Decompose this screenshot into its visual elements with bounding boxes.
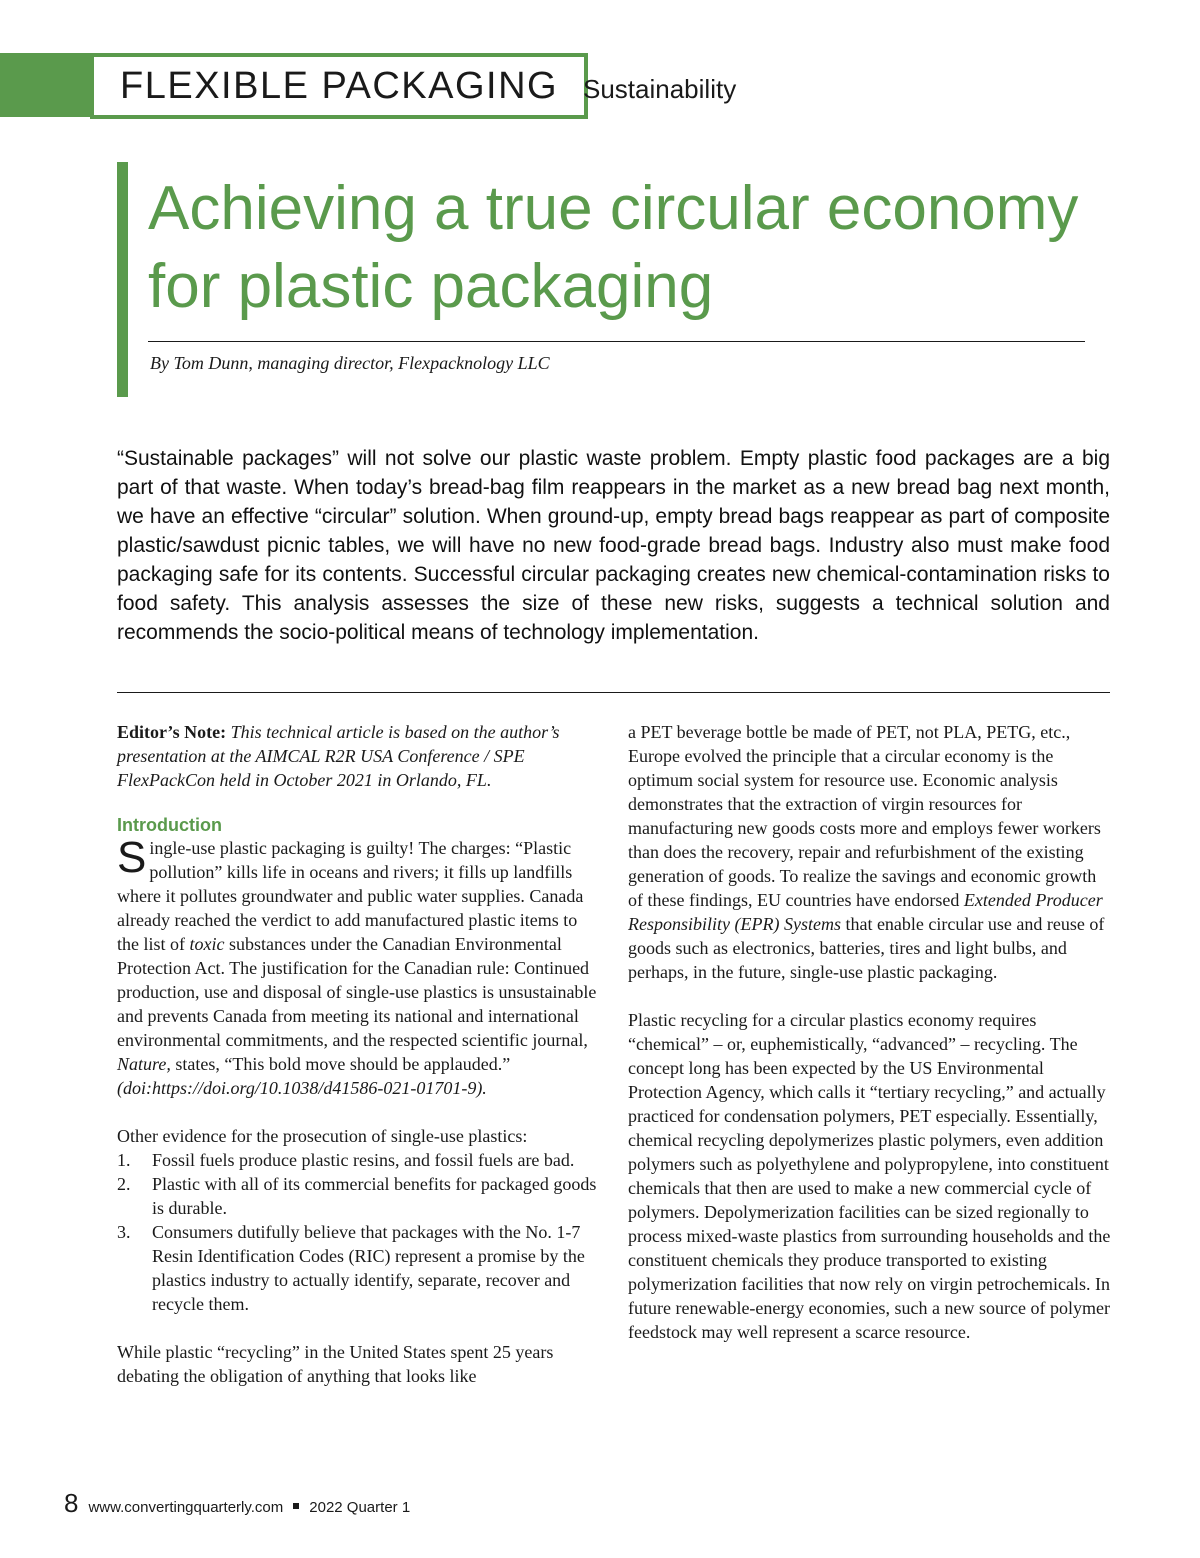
editor-note-label: Editor’s Note: [117, 722, 227, 742]
byline: By Tom Dunn, managing director, Flexpacknology LLC [150, 353, 550, 373]
intro-emphasis-toxic: toxic [189, 934, 225, 954]
lead-divider [117, 692, 1110, 693]
list-item-text: Plastic with all of its commercial benefits for packaged goods is durable. [152, 1174, 597, 1218]
list-item [117, 1220, 602, 1316]
editor-note-text: This technical article is based on the author’s presentation at the AIMCAL R2R USA Conference / SPE FlexPackCon held in October 2021 in Orlando, FL. [117, 722, 560, 790]
evidence-list [117, 1148, 602, 1316]
list-number: 1. [117, 1150, 131, 1170]
list-number: 3. [117, 1222, 131, 1242]
left-column [117, 720, 602, 1388]
footer-issue: 2022 Quarter 1 [309, 1499, 411, 1516]
intro-text-1: ingle-use plastic packaging is guilty! The charges: “Plastic pollution” kills life in oceans and rivers; it fills up landfills where it pollutes groundwater and public water supplies. Canada already reached the verdict to add manufactured plastic items to the list of [117, 838, 584, 954]
right-text-2: that enable circular use and reuse of goods such as electronics, batteries, tires and light bulbs, and perhaps, in the future, single-use plastic packaging. [628, 914, 1105, 982]
drop-cap: S [117, 833, 147, 882]
footer-separator [293, 1503, 299, 1509]
list-item [117, 1172, 602, 1220]
right-column [628, 720, 1112, 1344]
right-text-1: a PET beverage bottle be made of PET, not PLA, PETG, etc., Europe evolved the principle that a circular economy is the optimum social system for resource use. Economic analysis demonstrates that the extraction of virgin resources for manufacturing new goods costs more and employs fewer workers than does the recovery, repair and refurbishment of the existing generation of goods. To realize the savings and economic growth of these findings, EU countries have endorsed [628, 722, 1101, 910]
list-item-text: Consumers dutifully believe that packages with the No. 1-7 Resin Identification Codes (RIC) represent a promise by the plastics industry to actually identify, separate, recover and recycle them. [152, 1222, 585, 1314]
intro-paragraph [117, 833, 602, 1100]
intro-text-3: states, “This bold move should be applauded.” [170, 1054, 511, 1074]
intro-emphasis-nature: Nature, [117, 1054, 171, 1074]
title-divider [148, 341, 1085, 342]
lead-paragraph: “Sustainable packages” will not solve our plastic waste problem. Empty plastic food packages are a big part of that waste. When today’s bread-bag film reappears in the market as a new bread bag next month, we have an effective “circular” solution. When ground-up, empty bread bags reappear as part of composite plastic/sawdust picnic tables, we will have no new food-grade bread bags. Industry also must make food packaging safe for its contents. Successful circular packaging creates new chemical-contamination risks to food safety. This analysis assesses the size of these new risks, suggests a technical solution and recommends the socio-political means of technology implementation. [117, 447, 1110, 644]
list-number: 2. [117, 1174, 131, 1194]
footer-url: www.convertingquarterly.com [88, 1499, 284, 1516]
section-heading-introduction: Introduction [117, 815, 222, 835]
article-title: Achieving a true circular economy for plastic packaging [148, 174, 1079, 321]
page-footer [64, 1488, 410, 1519]
epr-emphasis: Extended Producer Responsibility (EPR) Systems [628, 890, 1103, 934]
intro-text-2: substances under the Canadian Environmental Protection Act. The justification for the Canadian rule: Continued production, use and disposal of single-use plastics is unsustainable and prevents Canada from meeting its national and international environmental commitments, and the respected scientific journal, [117, 934, 597, 1050]
evidence-intro: Other evidence for the prosecution of single-use plastics: [117, 1126, 528, 1146]
header-accent-block [0, 53, 93, 117]
subsection-label: Sustainability [583, 74, 737, 104]
editor-note [117, 720, 602, 792]
title-accent-bar [117, 162, 128, 397]
list-item-text: Fossil fuels produce plastic resins, and fossil fuels are bad. [152, 1150, 575, 1170]
intro-doi-citation: (doi:https://doi.org/10.1038/d41586-021-01701-9). [117, 1078, 487, 1098]
recycling-paragraph-start: While plastic “recycling” in the United States spent 25 years debating the obligation of anything that looks like [117, 1342, 554, 1386]
circular-economy-paragraph [628, 720, 1112, 984]
page-number: 8 [64, 1488, 79, 1518]
chemical-recycling-paragraph: Plastic recycling for a circular plastics economy requires “chemical” – or, euphemistically, “advanced” – recycling. The concept long has been expected by the US Environmental Protection Agency, which calls it “tertiary recycling,” and actually practiced for condensation polymers, PET especially. Essentially, chemical recycling depolymerizes plastic polymers, even addition polymers such as polyethylene and polypropylene, into constituent chemicals that then are used to make a new commercial cycle of polymers. Depolymerization facilities can be sized regionally to process mixed-waste plastics from surrounding households and the constituent chemicals they produce transported to existing polymerization facilities that now rely on virgin petrochemicals. In future renewable-energy economies, such a new source of polymer feedstock may well represent a scarce resource. [628, 1010, 1111, 1342]
section-label-box [90, 53, 588, 119]
section-label: FLEXIBLE PACKAGING [120, 65, 559, 107]
list-item [117, 1148, 602, 1172]
